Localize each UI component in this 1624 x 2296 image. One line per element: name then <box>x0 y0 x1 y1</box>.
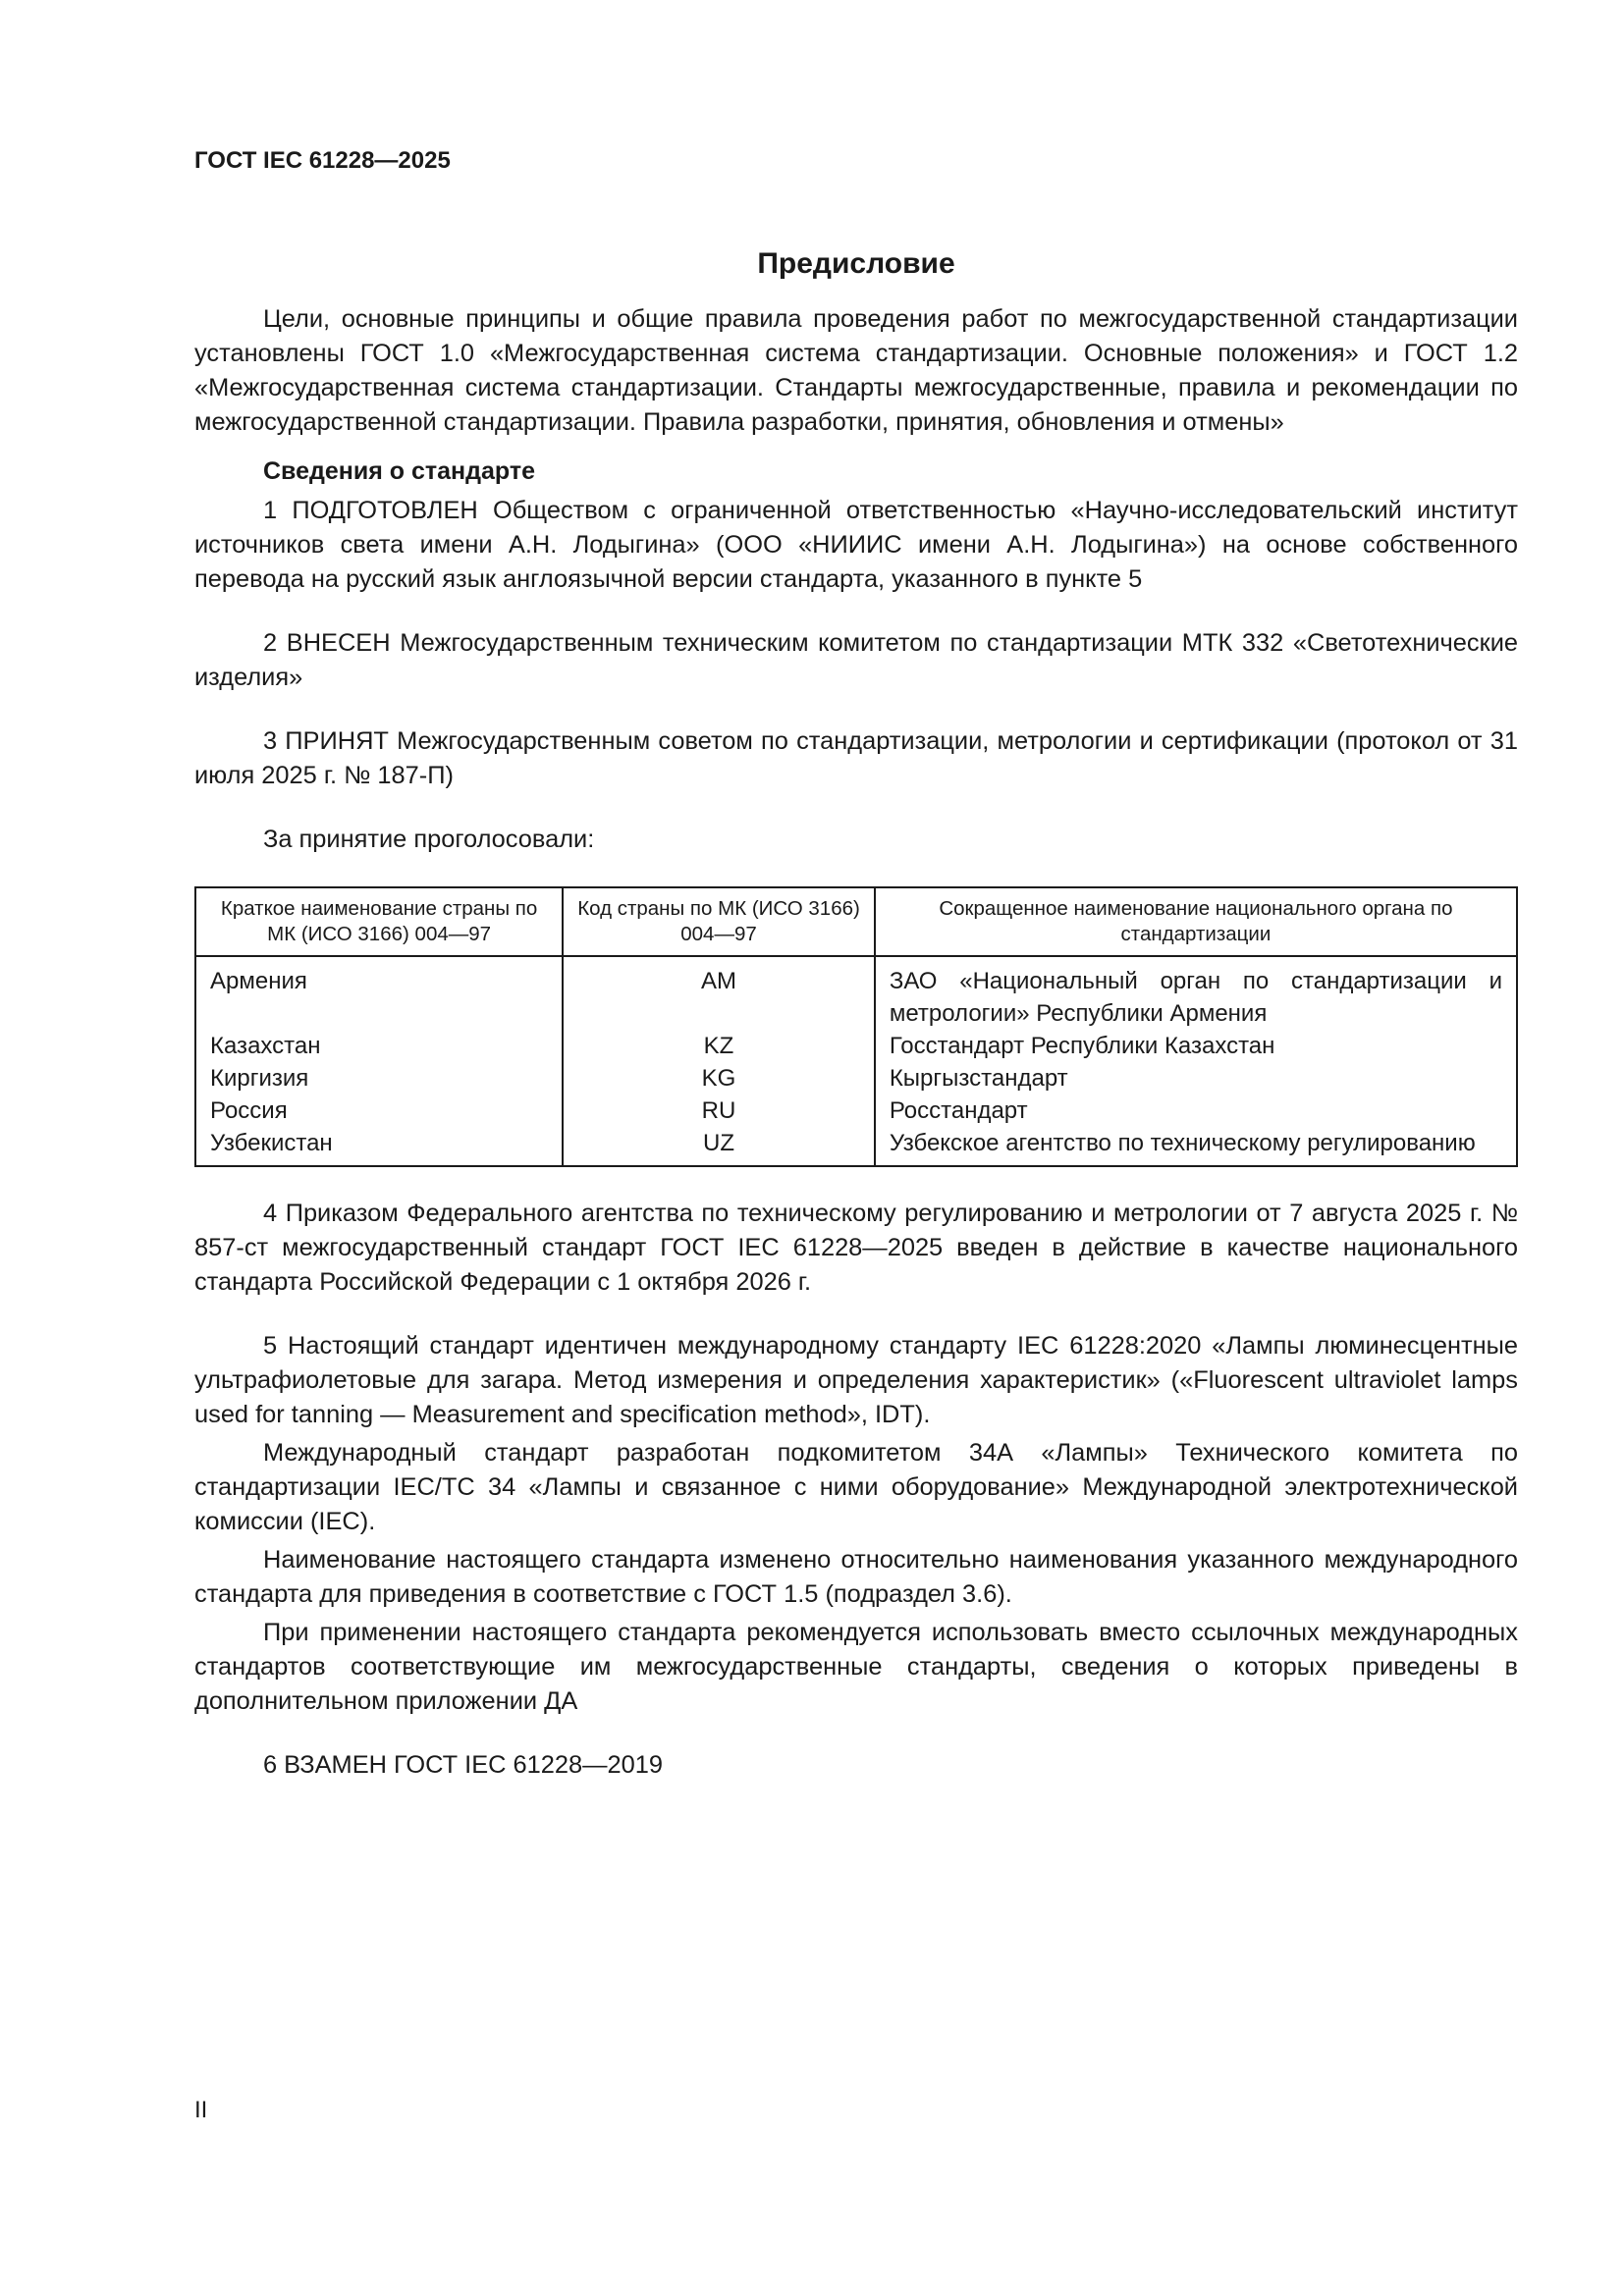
cell-country: Армения <box>195 956 563 1030</box>
intro-paragraph: Цели, основные принципы и общие правила проведения работ по межгосударственной стандартизации установлены ГОСТ 1.0 «Межгосударственная система стандартизации. Основные положения» и ГОСТ 1.2 «Межгосударственная система стандартизации. Стандарты межгосударственные, правила и рекомендации по межгосударственной стандартизации. Правила разработки, принятия, обновления и отмены» <box>194 305 1518 436</box>
page-number: II <box>194 2097 208 2123</box>
item-6-replaces: 6 ВЗАМЕН ГОСТ IEC 61228—2019 <box>263 1751 664 1779</box>
column-header-org: Сокращенное наименование национального органа по стандартизации <box>875 887 1517 956</box>
cell-country: Узбекистан <box>195 1127 563 1166</box>
item-4-order: 4 Приказом Федерального агентства по техническому регулированию и метрологии от 7 августа 2025 г. № 857-ст межгосударственный стандарт ГОСТ IEC 61228—2025 введен в действие в качестве национального стандарта Российской Федерации с 1 октября 2026 г. <box>194 1200 1518 1296</box>
cell-code: KZ <box>563 1030 875 1062</box>
document-page <box>194 147 1518 1783</box>
cell-org: ЗАО «Национальный орган по стандартизации и метрологии» Республики Армения <box>875 956 1517 1030</box>
item-5-identical: 5 Настоящий стандарт идентичен международному стандарту IEC 61228:2020 «Лампы люминесцентные ультрафиолетовые для загара. Метод измерения и определения характеристик» («Fluorescent ultraviolet lamps used for tanning — Measurement and specification method», IDT). <box>194 1332 1518 1428</box>
table-header-row <box>195 887 1517 956</box>
cell-org: Росстандарт <box>875 1095 1517 1127</box>
voting-states-table <box>194 886 1518 1167</box>
document-code: ГОСТ IEC 61228—2025 <box>194 147 451 174</box>
item-3-adopted: 3 ПРИНЯТ Межгосударственным советом по стандартизации, метрологии и сертификации (протокол от 31 июля 2025 г. № 187-П) <box>194 727 1518 789</box>
cell-country: Россия <box>195 1095 563 1127</box>
section-heading: Сведения о стандарте <box>263 457 536 485</box>
cell-country: Казахстан <box>195 1030 563 1062</box>
column-header-code: Код страны по МК (ИСО 3166) 004—97 <box>563 887 875 956</box>
item-2-submitted: 2 ВНЕСЕН Межгосударственным техническим комитетом по стандартизации МТК 332 «Светотехнические изделия» <box>194 629 1518 691</box>
cell-country: Киргизия <box>195 1062 563 1095</box>
cell-code: KG <box>563 1062 875 1095</box>
cell-org: Госстандарт Республики Казахстан <box>875 1030 1517 1062</box>
column-header-country: Краткое наименование страны по МК (ИСО 3166) 004—97 <box>195 887 563 956</box>
item-5-references: При применении настоящего стандарта рекомендуется использовать вместо ссылочных международных стандартов соответствующие им межгосударственные стандарты, сведения о которых приведены в дополнительном приложении ДА <box>194 1619 1518 1715</box>
cell-code: UZ <box>563 1127 875 1166</box>
table-row <box>195 1062 1517 1095</box>
page-title: Предисловие <box>757 247 955 280</box>
item-5-title-change: Наименование настоящего стандарта изменено относительно наименования указанного международного стандарта для приведения в соответствие с ГОСТ 1.5 (подраздел 3.6). <box>194 1546 1518 1608</box>
table-row <box>195 956 1517 1030</box>
item-5-developer: Международный стандарт разработан подкомитетом 34А «Лампы» Технического комитета по стандартизации IEC/TC 34 «Лампы и связанное с ними оборудование» Международной электротехнической комиссии (IEC). <box>194 1439 1518 1535</box>
cell-code: RU <box>563 1095 875 1127</box>
table-row <box>195 1127 1517 1166</box>
vote-intro: За принятие проголосовали: <box>263 826 595 853</box>
item-1-prepared: 1 ПОДГОТОВЛЕН Обществом с ограниченной ответственностью «Научно-исследовательский институт источников света имени А.Н. Лодыгина» (ООО «НИИИС имени А.Н. Лодыгина») на основе собственного перевода на русский язык англоязычной версии стандарта, указанного в пункте 5 <box>194 497 1518 593</box>
cell-org: Кыргызстандарт <box>875 1062 1517 1095</box>
cell-org: Узбекское агентство по техническому регулированию <box>875 1127 1517 1166</box>
table-row <box>195 1095 1517 1127</box>
table-row <box>195 1030 1517 1062</box>
cell-code: AM <box>563 956 875 1030</box>
